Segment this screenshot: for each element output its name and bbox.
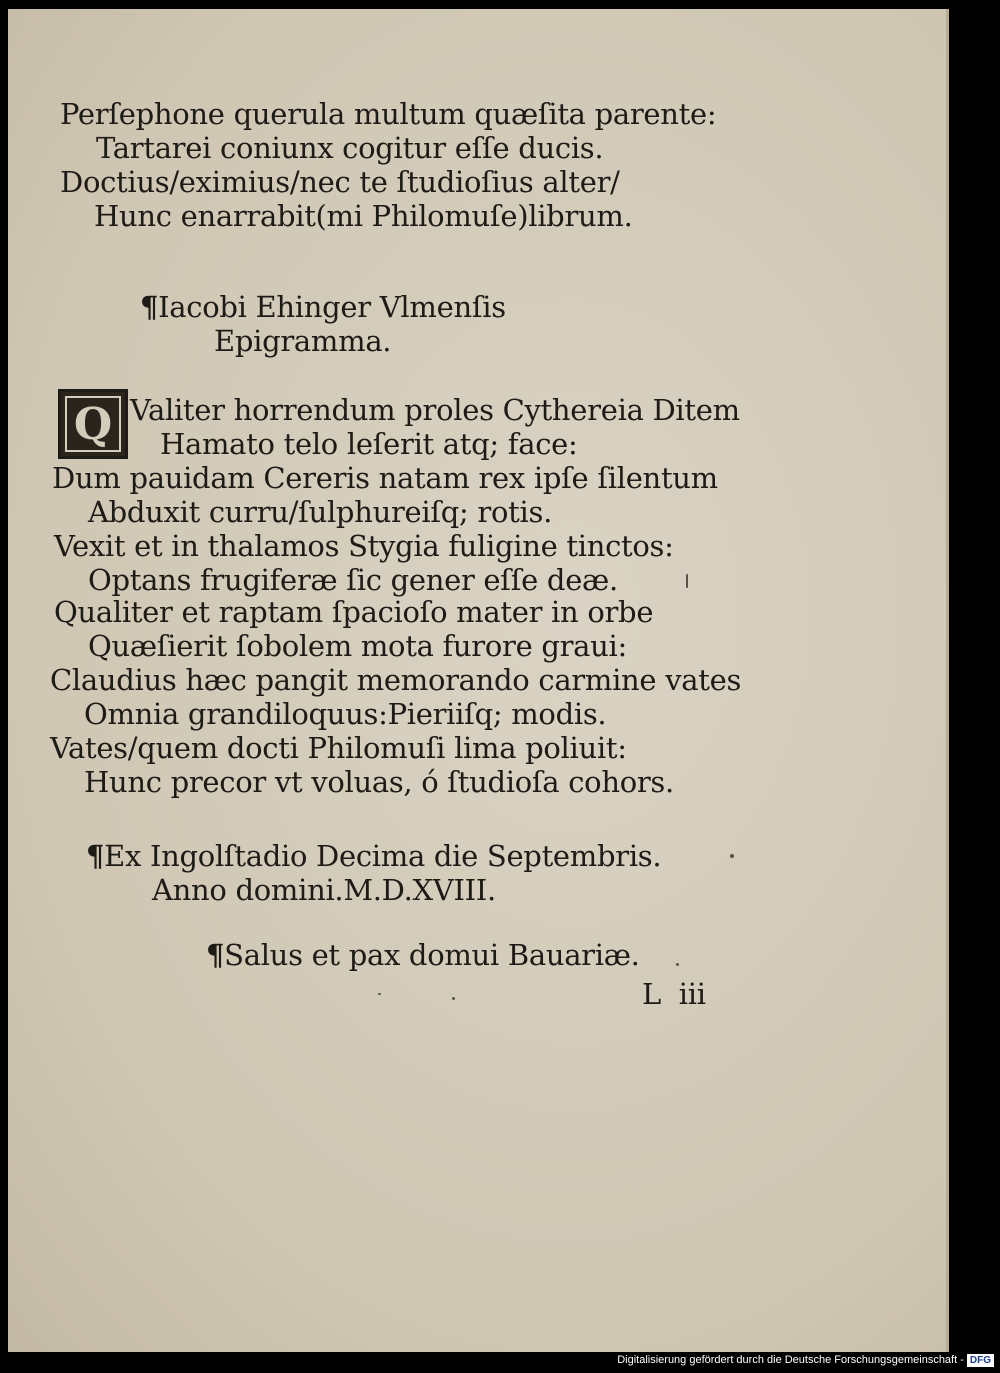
poem2-line-1: Valiter horrendum proles Cythereia Ditem — [130, 393, 740, 427]
paper-speck — [686, 574, 688, 588]
colophon-place-date: Ex Ingolſtadio Decima die Septembris. — [104, 839, 662, 873]
page-edge — [946, 9, 949, 1352]
poem2-line-4: Abduxit curru/ſulphureiſq; rotis. — [88, 495, 552, 529]
closing-line — [206, 938, 640, 972]
poem2-line-9: Claudius hæc pangit memorando carmine vates — [50, 663, 742, 697]
poem2-line-3: Dum pauidam Cereris natam rex ipſe ſilentum — [52, 461, 718, 495]
poem2-line-8: Quæſierit ſobolem mota furore graui: — [88, 629, 627, 663]
heading-line-1 — [140, 290, 506, 324]
heading-title: Iacobi Ehinger Vlmenſis — [158, 290, 506, 324]
poem2-line-11: Vates/quem docti Philomuſi lima poliuit: — [50, 731, 627, 765]
paper-speck — [378, 993, 381, 995]
paper-speck — [676, 963, 679, 966]
credit-text: Digitalisierung gefördert durch die Deutsche Forschungsgemeinschaft - — [617, 1354, 964, 1366]
poem1-line-1: Perſephone querula multum quæſita parente: — [60, 97, 717, 131]
closing-text: Salus et pax domui Bauariæ. — [224, 938, 640, 972]
initial-letter: Q — [73, 398, 113, 450]
poem2-line-10: Omnia grandiloquus:Pieriiſq; modis. — [84, 697, 607, 731]
poem2-line-7: Qualiter et raptam ſpacioſo mater in orbe — [54, 595, 654, 629]
decorated-initial-q — [58, 389, 128, 459]
dfg-logo-icon: DFG — [967, 1354, 994, 1367]
poem2-line-12: Hunc precor vt voluas, ó ſtudioſa cohors. — [84, 765, 674, 799]
pilcrow-mark: ¶ — [206, 938, 225, 972]
paper-speck — [452, 997, 455, 1000]
poem2-line-6: Optans frugiferæ ſic gener eſſe deæ. — [88, 563, 618, 597]
pilcrow-mark: ¶ — [86, 839, 105, 873]
paper-speck — [730, 854, 734, 858]
poem1-line-3: Doctius/eximius/nec te ſtudioſius alter/ — [60, 165, 620, 199]
signature-mark: L iii — [642, 977, 706, 1011]
colophon-line-2: Anno domini.M.D.XVIII. — [152, 873, 496, 907]
poem1-line-2: Tartarei coniunx cogitur eſſe ducis. — [96, 131, 604, 165]
heading-line-2: Epigramma. — [214, 324, 392, 358]
poem2-line-2: Hamato telo leſerit atq; face: — [160, 427, 578, 461]
poem1-line-4: Hunc enarrabit(mi Philomuſe)librum. — [94, 199, 633, 233]
pilcrow-mark: ¶ — [140, 290, 159, 324]
book-page — [8, 9, 946, 1352]
digitization-credit — [617, 1351, 994, 1369]
poem2-line-5: Vexit et in thalamos Stygia fuligine tinctos: — [54, 529, 674, 563]
colophon-line-1 — [86, 839, 661, 873]
